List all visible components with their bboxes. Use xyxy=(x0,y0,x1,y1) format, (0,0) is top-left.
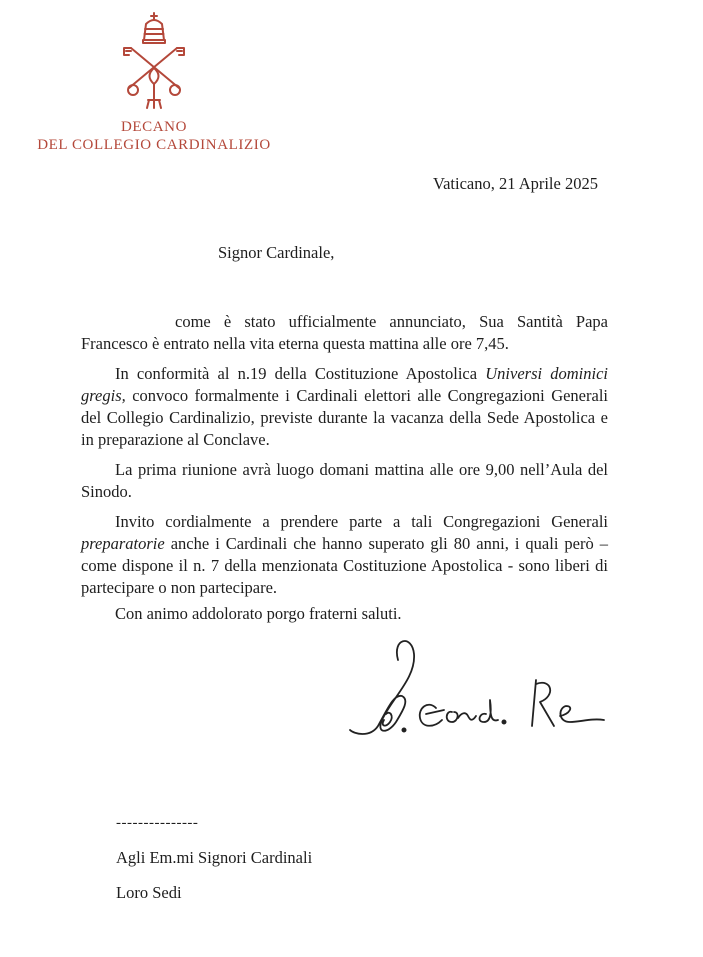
papal-keys-crest-icon xyxy=(111,10,197,110)
letterhead-subtitle: DEL COLLEGIO CARDINALIZIO xyxy=(37,137,271,153)
paragraph-text: La prima riunione avrà luogo domani mattina alle ore 9,00 nell’Aula del Sinodo. xyxy=(81,460,608,501)
paragraph-announcement xyxy=(81,311,608,355)
separator-line: --------------- xyxy=(116,815,199,831)
paragraph-text: anche i Cardinali che hanno superato gli 80 anni, i quali però – come dispone il n. 7 della menzionata Costituzione Apostolica - sono liberi di partecipare o non partecipare. xyxy=(81,534,608,597)
paragraph-text: come è stato ufficialmente annunciato, Sua Santità Papa Francesco è entrato nella vita eterna questa mattina alle ore 7,45. xyxy=(81,312,608,353)
letterhead xyxy=(20,10,288,154)
paragraph-first-meeting xyxy=(81,459,608,503)
italic-term: preparatorie xyxy=(81,534,165,553)
salutation: Signor Cardinale, xyxy=(218,243,335,262)
paragraph-text: In conformità al n.19 della Costituzione Apostolica xyxy=(115,364,486,383)
letterhead-title: DECANO xyxy=(120,119,188,135)
handwritten-signature-icon xyxy=(340,630,620,750)
paragraph-convocation xyxy=(81,363,608,451)
paragraph-text: Invito cordialmente a prendere parte a tali Congregazioni Generali xyxy=(115,512,608,531)
recipient-location: Loro Sedi xyxy=(116,883,182,902)
letter-date: Vaticano, 21 Aprile 2025 xyxy=(433,174,598,193)
paragraph-closing xyxy=(81,603,608,625)
recipient-line: Agli Em.mi Signori Cardinali xyxy=(116,848,313,867)
paragraph-invitation xyxy=(81,511,608,599)
paragraph-text: convoco formalmente i Cardinali elettori alle Congregazioni Generali del Collegio Cardinalizio, previste durante la vacanza della Sede Apostolica e in preparazione al Conclave. xyxy=(81,386,608,449)
paragraph-text: Con animo addolorato porgo fraterni saluti. xyxy=(115,604,402,623)
document-title-italic: Universi dominici gregis, xyxy=(81,364,608,405)
